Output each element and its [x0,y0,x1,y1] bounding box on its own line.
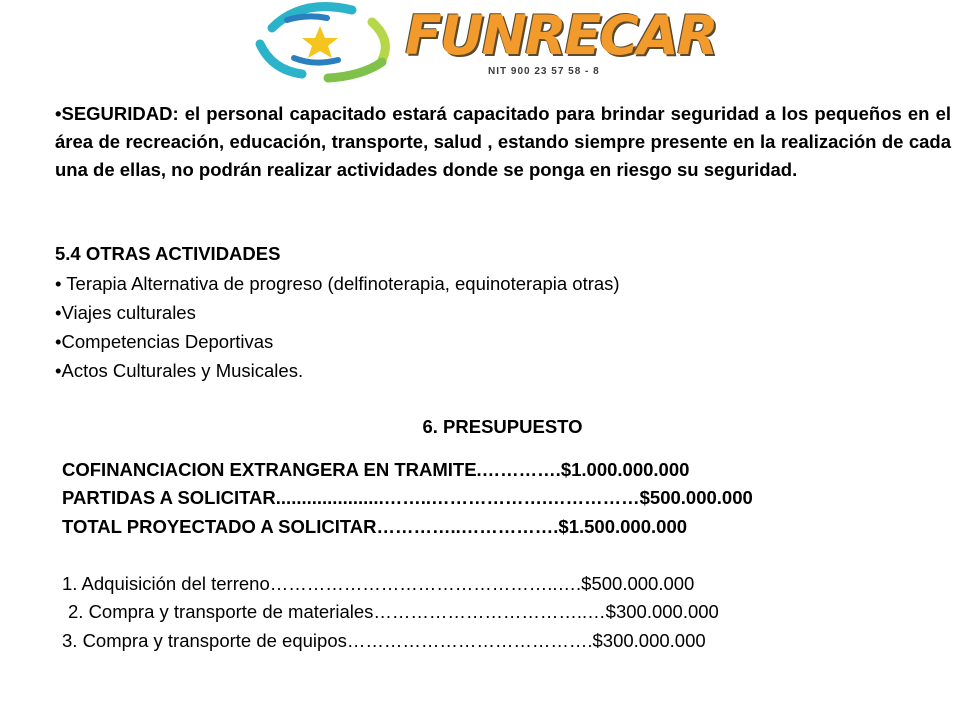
other-activities-heading: 5.4 OTRAS ACTIVIDADES [55,243,281,264]
budget-line-partidas: PARTIDAS A SOLICITAR.....................……..……………….……………$500.000.000 [62,487,753,508]
budget-line-total: TOTAL PROYECTADO A SOLICITAR…………..…………….$1.500.000.000 [62,516,688,537]
activity-item: •Viajes culturales [55,302,196,323]
budget-line-cofinanciacion: COFINANCIACION EXTRANGERA EN TRAMITE.………….$1.000.000.000 [62,459,690,480]
activity-item: • Terapia Alternativa de progreso (delfinoterapia, equinoterapia otras) [55,273,620,294]
security-paragraph: •SEGURIDAD: el personal capacitado estará capacitado para brindar seguridad a los pequeños en el área de recreación, educación, transporte, salud , estando siempre presente en la realización de cada una de ellas, no podrán realizar actividades donde se ponga en riesgo su seguridad. [55,103,951,180]
budget-item-equipos: 3. Compra y transporte de equipos………………………………….$300.000.000 [62,630,706,651]
activity-item: •Competencias Deportivas [55,331,274,352]
budget-item-terreno: 1. Adquisición del terreno………………………………………..….$500.000.000 [62,573,695,594]
activity-item: •Actos Culturales y Musicales. [55,360,304,381]
budget-item-materiales: 2. Compra y transporte de materiales……………………………..…$300.000.000 [68,601,719,622]
logo-nit: NIT 900 23 57 58 - 8 [488,66,600,77]
logo-wordmark: FUNRECAR [405,4,717,67]
budget-title: 6. PRESUPUESTO [422,416,583,437]
